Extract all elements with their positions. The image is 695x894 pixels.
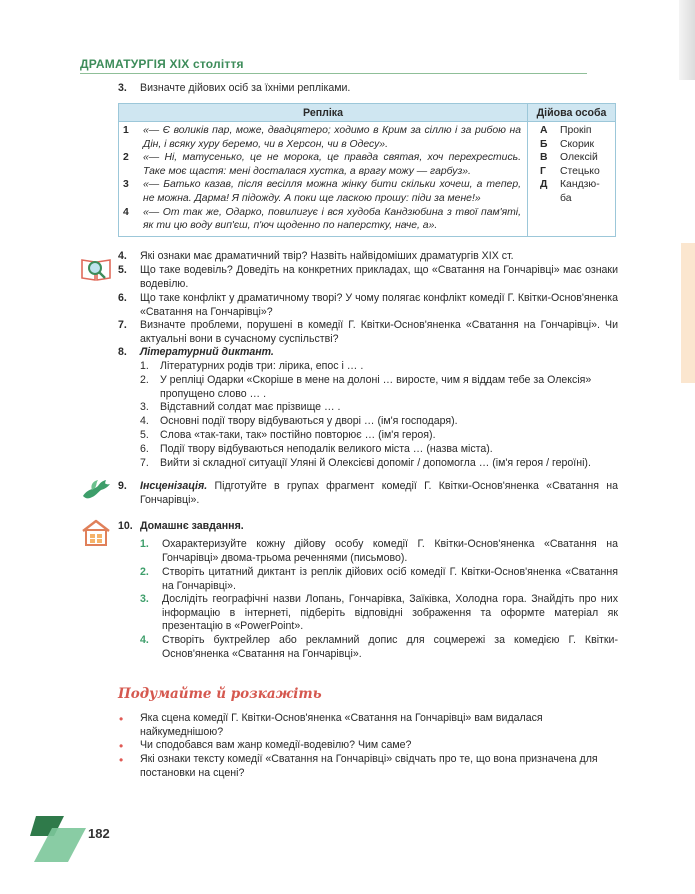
task-number: 7.: [118, 319, 127, 331]
task-number: 4.: [118, 250, 127, 262]
task-number: 3.: [118, 82, 127, 94]
dictation-text: Літературних родів три: лірика, епос і … .: [160, 360, 364, 372]
bullet-dot-icon: •: [119, 753, 124, 767]
character-name: Скорик: [560, 138, 595, 150]
dictation-text: У репліці Одарки «Скоріше в мене на долоні … виросте, чим я віддам тебе за Олексія» пропущено слово … .: [160, 374, 592, 400]
dictation-item: [140, 360, 618, 374]
character-name: Олексій: [560, 152, 598, 164]
task-8: [118, 346, 618, 360]
dictation-item: [140, 443, 618, 457]
col-header-character: Дійова особа: [528, 104, 616, 122]
replica-row: [119, 206, 527, 233]
task-5: [118, 264, 618, 291]
task-4: [118, 250, 618, 264]
search-book-icon: [80, 256, 112, 282]
homework-number: 3.: [140, 593, 149, 605]
home-icon: [80, 518, 112, 548]
character-letter: А: [540, 125, 548, 136]
task-text: Що таке конфлікт у драматичному творі? У чому полягає конфлікт комедії Г. Квітки-Основ'яненка «Сватання на Гончарівці»?: [140, 292, 618, 318]
col-header-replica: Репліка: [119, 104, 528, 122]
side-tab: [681, 243, 695, 383]
replica-number: 2: [123, 152, 129, 164]
homework-number: 2.: [140, 566, 149, 578]
character-row: [528, 165, 615, 179]
bullet-text: Які ознаки тексту комедії «Сватання на Гончарівці» свідчать про те, що вона призначена для постановки на сцені?: [140, 753, 598, 779]
dictation-number: 1.: [140, 360, 149, 372]
bullet-dot-icon: •: [119, 739, 124, 753]
dictation-item: [140, 429, 618, 443]
character-letter: Д: [540, 179, 548, 191]
dictation-text: Відставний солдат має прізвище … .: [160, 401, 341, 413]
dictation-item: [140, 374, 618, 401]
character-letter: Б: [540, 138, 548, 150]
task-text: Літературний диктант.: [140, 346, 274, 358]
dictation-number: 4.: [140, 415, 149, 427]
header-divider: [80, 73, 587, 74]
dictation-number: 5.: [140, 429, 149, 441]
dictation-number: 2.: [140, 374, 149, 386]
replica-row: [119, 151, 527, 178]
replica-text: «— Ні, матусенько, це не морока, це правда святая, хоч перехрестись. Таке моє щастя: мені досталася хустка, а врагу можу — гарбуз».: [143, 152, 521, 177]
bullet-item: [118, 712, 618, 739]
task-text: Визначте проблеми, порушені в комедії Г. Квітки-Основ'яненка «Сватання на Гончарівці». Чи актуальні вони в сучасному суспільстві?: [140, 319, 618, 345]
task-7: [118, 319, 618, 346]
character-row: [528, 178, 615, 205]
bullet-dot-icon: •: [119, 712, 124, 726]
replica-row: [119, 178, 527, 205]
homework-text: Створіть цитатний диктант із реплік дійових осіб комедії Г. Квітки-Основ'яненка «Сватання на Гончарівці».: [162, 566, 618, 592]
task-6: [118, 292, 618, 319]
homework-text: Дослідіть географічні назви Лопань, Гончарівка, Заїківка, Холодна гора. Знайдіть про них інформацію в інтернеті, підберіть відповідні зображення та оформте матеріал як презентацію в «PowerPoint».: [162, 593, 618, 633]
character-name: Стецько: [560, 165, 600, 177]
homework-text: Створіть буктрейлер або рекламний допис для соцмережі за комедією Г. Квітки-Основ'яненка «Сватання на Гончарівці».: [162, 634, 618, 660]
replica-text: «— Є воликів пар, може, двадцятеро; ходимо в Крим за сіллю і за рибою на Дін, і всяку хуру беремо, чи в Херсон, чи в Одесу».: [143, 125, 521, 150]
task-number: 9.: [118, 480, 127, 492]
dictation-item: [140, 415, 618, 429]
replica-cell: [119, 122, 528, 237]
character-name: Кандзю-ба: [560, 179, 600, 204]
task-text: Підготуйте в групах фрагмент комедії Г. Квітки-Основ'яненка «Сватання на Гончарівці».: [140, 480, 618, 506]
task-text: Визначте дійових осіб за їхніми репліками.: [140, 82, 351, 94]
task-number: 5.: [118, 264, 127, 276]
bullet-item: [118, 739, 618, 753]
task-10: [118, 520, 618, 534]
replica-row: [119, 124, 527, 151]
homework-text: Охарактеризуйте кожну дійову особу комедії Г. Квітки-Основ'яненка «Сватання на Гончарівці» двома-трьома реченнями (письмово).: [162, 538, 618, 564]
task-number: 8.: [118, 346, 127, 358]
header-subtitle: століття: [193, 57, 244, 71]
section-title: Подумайте й розкажіть: [118, 686, 322, 702]
bullet-text: Чи сподобався вам жанр комедії-водевілю? Чим саме?: [140, 739, 412, 751]
task-number: 6.: [118, 292, 127, 304]
dictation-number: 6.: [140, 443, 149, 455]
page-number: 182: [88, 826, 110, 841]
replica-number: 4: [123, 206, 129, 218]
replica-number: 1: [123, 125, 129, 136]
dictation-text: Події твору відбуваються неподалік великого міста … (назва міста).: [160, 443, 493, 455]
homework-item: [140, 593, 618, 634]
homework-number: 1.: [140, 538, 149, 550]
replica-table: [118, 103, 616, 237]
character-row: [528, 124, 615, 138]
task-number: 10.: [118, 520, 133, 532]
character-row: [528, 151, 615, 165]
character-letter: В: [540, 152, 548, 164]
homework-item: [140, 566, 618, 593]
homework-item: [140, 634, 618, 661]
task-3: [118, 82, 618, 96]
bullet-item: [118, 753, 618, 780]
pegasus-icon: [80, 478, 112, 500]
task-label: Інсценізація.: [140, 480, 208, 492]
dictation-number: 3.: [140, 401, 149, 413]
task-9: [118, 480, 618, 507]
task-label: Домашнє завдання.: [140, 520, 244, 532]
bullet-text: Яка сцена комедії Г. Квітки-Основ'яненка «Сватання на Гончарівці» вам видалася найкумеднішою?: [140, 712, 543, 738]
character-cell: [528, 122, 616, 237]
dictation-item: [140, 401, 618, 415]
dictation-text: Основні події твору відбуваються у дворі … (ім'я господаря).: [160, 415, 458, 427]
character-letter: Г: [540, 165, 546, 177]
replica-number: 3: [123, 179, 129, 191]
footer-decoration: [30, 814, 90, 864]
character-name: Прокіп: [560, 125, 592, 136]
dictation-text: Слова «так-таки, так» постійно повторює … (ім'я героя).: [160, 429, 436, 441]
dictation-item: [140, 457, 618, 471]
running-header: [80, 57, 244, 71]
dictation-text: Вийти зі складної ситуації Уляні й Олексієві допоміг / допомогла … (ім'я героя / героїні).: [160, 457, 591, 469]
character-row: [528, 138, 615, 152]
replica-text: «— От так же, Одарко, повилигує і вся худоба Кандзюбина з твої пам'яті, як ти цю воду вип'єш, п'юч щоденно по наперстку, наче, а».: [143, 206, 521, 232]
page-edge-shadow: [679, 0, 695, 80]
header-title: ДРАМАТУРГІЯ XIX: [80, 57, 190, 71]
task-text: Що таке водевіль? Доведіть на конкретних прикладах, що «Сватання на Гончарівці» має ознаки водевілю.: [140, 264, 618, 290]
task-text: Які ознаки має драматичний твір? Назвіть найвідоміших драматургів XIX ст.: [140, 250, 514, 262]
replica-text: «— Батько казав, після весілля можна жінку бити скільки хочеш, а тепер, не можна. Дарма! Я підожду. А поки ще ласкою прошу: піди за мене!»: [143, 179, 521, 204]
homework-item: [140, 538, 618, 565]
homework-number: 4.: [140, 634, 149, 646]
dictation-number: 7.: [140, 457, 149, 469]
